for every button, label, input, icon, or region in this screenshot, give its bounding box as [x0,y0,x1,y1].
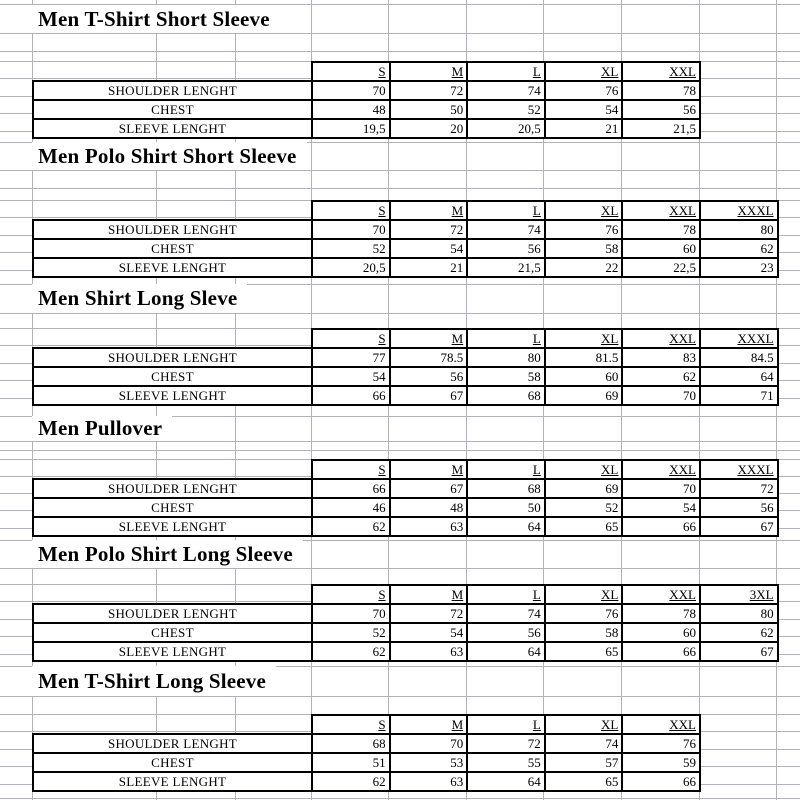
gridline [0,798,800,799]
measurement-label-cell[interactable]: CHEST [33,239,312,258]
measurement-value-cell[interactable]: 62 [312,517,390,536]
measurement-value-cell[interactable]: 59 [622,753,700,772]
measurement-value-cell[interactable]: 70 [390,734,468,753]
measurement-value-cell[interactable]: 56 [700,498,778,517]
measurement-value-cell[interactable]: 21,5 [622,119,700,138]
gridline [0,170,800,171]
gridline [0,188,800,189]
measurement-value-cell[interactable]: 74 [467,81,545,100]
measurement-value-cell[interactable]: 66 [622,772,700,791]
measurement-value-cell[interactable]: 63 [390,517,468,536]
measurement-value-cell[interactable]: 53 [390,753,468,772]
gridline [0,33,800,34]
size-header-cell[interactable]: XXL [622,329,700,348]
measurement-value-cell[interactable]: 20,5 [312,258,390,277]
measurement-row [33,100,700,119]
measurement-value-cell[interactable]: 54 [390,239,468,258]
measurement-value-cell[interactable]: 63 [390,772,468,791]
size-header-cell[interactable]: XL [545,201,623,220]
measurement-value-cell[interactable]: 68 [467,479,545,498]
measurement-value-cell[interactable]: 68 [312,734,390,753]
size-header-cell[interactable]: XXXL [700,201,778,220]
measurement-value-cell[interactable]: 77 [312,348,390,367]
measurement-value-cell[interactable]: 62 [700,623,778,642]
measurement-value-cell[interactable]: 66 [622,517,700,536]
size-header-cell[interactable]: XXXL [700,460,778,479]
measurement-value-cell[interactable]: 80 [700,220,778,239]
measurement-value-cell[interactable]: 65 [545,772,623,791]
measurement-value-cell[interactable]: 76 [545,220,623,239]
measurement-value-cell[interactable]: 66 [622,642,700,661]
size-header-cell[interactable]: M [390,329,468,348]
measurement-label-cell[interactable]: CHEST [33,367,312,386]
measurement-label-cell[interactable]: CHEST [33,623,312,642]
measurement-row [33,258,778,277]
measurement-value-cell[interactable]: 67 [700,642,778,661]
measurement-value-cell[interactable]: 69 [545,386,623,405]
measurement-value-cell[interactable]: 74 [467,220,545,239]
size-header-cell[interactable]: L [467,715,545,734]
measurement-value-cell[interactable]: 76 [622,734,700,753]
measurement-value-cell[interactable]: 67 [390,386,468,405]
header-spacer-cell [33,201,312,220]
measurement-row [33,642,778,661]
section-title[interactable]: Men Polo Shirt Long Sleeve [32,540,303,568]
measurement-value-cell[interactable]: 74 [467,604,545,623]
measurement-value-cell[interactable]: 46 [312,498,390,517]
measurement-value-cell[interactable]: 64 [467,517,545,536]
measurement-value-cell[interactable]: 64 [467,642,545,661]
measurement-value-cell[interactable]: 80 [467,348,545,367]
measurement-value-cell[interactable]: 70 [312,604,390,623]
measurement-value-cell[interactable]: 70 [622,479,700,498]
measurement-value-cell[interactable]: 60 [622,239,700,258]
measurement-value-cell[interactable]: 62 [700,239,778,258]
measurement-value-cell[interactable]: 70 [312,220,390,239]
measurement-value-cell[interactable]: 72 [700,479,778,498]
header-spacer-cell [33,460,312,479]
measurement-value-cell[interactable]: 56 [622,100,700,119]
measurement-row [33,734,700,753]
gridline [0,696,800,697]
measurement-value-cell[interactable]: 70 [312,81,390,100]
measurement-value-cell[interactable]: 20 [390,119,468,138]
size-table [32,714,701,792]
size-table [32,61,701,139]
measurement-value-cell[interactable]: 65 [545,517,623,536]
header-spacer-cell [33,585,312,604]
measurement-row [33,239,778,258]
measurement-value-cell[interactable]: 72 [390,220,468,239]
size-table [32,459,779,537]
size-header-cell[interactable]: S [312,329,390,348]
measurement-value-cell[interactable]: 54 [390,623,468,642]
measurement-row [33,81,700,100]
measurement-row [33,220,778,239]
measurement-value-cell[interactable]: 78 [622,604,700,623]
measurement-value-cell[interactable]: 69 [545,479,623,498]
measurement-value-cell[interactable]: 81.5 [545,348,623,367]
measurement-value-cell[interactable]: 60 [545,367,623,386]
measurement-value-cell[interactable]: 54 [545,100,623,119]
measurement-value-cell[interactable]: 78.5 [390,348,468,367]
measurement-value-cell[interactable]: 50 [390,100,468,119]
measurement-value-cell[interactable]: 51 [312,753,390,772]
measurement-value-cell[interactable]: 71 [700,386,778,405]
measurement-value-cell[interactable]: 21 [390,258,468,277]
size-header-cell[interactable]: M [390,460,468,479]
measurement-value-cell[interactable]: 62 [312,772,390,791]
measurement-label-cell[interactable]: CHEST [33,498,312,517]
size-table [32,328,779,406]
measurement-value-cell[interactable]: 66 [312,386,390,405]
measurement-value-cell[interactable]: 22,5 [622,258,700,277]
measurement-value-cell[interactable]: 20,5 [467,119,545,138]
measurement-value-cell[interactable]: 57 [545,753,623,772]
size-header-cell[interactable]: XXL [622,201,700,220]
size-table [32,584,779,662]
measurement-label-cell[interactable]: SHOULDER LENGHT [33,734,312,753]
measurement-value-cell[interactable]: 68 [467,386,545,405]
size-header-cell[interactable]: XL [545,62,623,81]
header-spacer-cell [33,62,312,81]
size-header-cell[interactable]: S [312,585,390,604]
measurement-value-cell[interactable]: 52 [545,498,623,517]
section-title[interactable]: Men Pullover [32,416,172,441]
size-header-cell[interactable]: XL [545,329,623,348]
measurement-value-cell[interactable]: 48 [312,100,390,119]
measurement-value-cell[interactable]: 80 [700,604,778,623]
measurement-value-cell[interactable]: 74 [545,734,623,753]
measurement-label-cell[interactable]: SHOULDER LENGHT [33,348,312,367]
size-table [32,200,779,278]
measurement-row [33,604,778,623]
gridline [0,450,800,451]
measurement-value-cell[interactable]: 83 [622,348,700,367]
size-header-cell[interactable]: S [312,62,390,81]
measurement-value-cell[interactable]: 19,5 [312,119,390,138]
measurement-value-cell[interactable]: 66 [312,479,390,498]
measurement-value-cell[interactable]: 52 [467,100,545,119]
size-header-cell[interactable]: L [467,201,545,220]
measurement-label-cell[interactable]: SLEEVE LENGHT [33,386,312,405]
measurement-row [33,753,700,772]
size-header-cell[interactable]: XXL [622,715,700,734]
measurement-row [33,517,778,536]
measurement-row [33,119,700,138]
section-title[interactable]: Men Shirt Long Sleve [32,284,247,313]
measurement-value-cell[interactable]: 54 [312,367,390,386]
gridline [0,313,800,314]
measurement-value-cell[interactable]: 72 [390,81,468,100]
measurement-row [33,623,778,642]
measurement-value-cell[interactable]: 58 [545,239,623,258]
measurement-label-cell[interactable]: SLEEVE LENGHT [33,517,312,536]
measurement-value-cell[interactable]: 78 [622,220,700,239]
measurement-row [33,386,778,405]
measurement-label-cell[interactable]: SHOULDER LENGHT [33,81,312,100]
measurement-label-cell[interactable]: SHOULDER LENGHT [33,479,312,498]
measurement-row [33,498,778,517]
size-header-cell[interactable]: XXXL [700,329,778,348]
section-title[interactable]: Men T-Shirt Short Sleeve [32,5,280,33]
measurement-value-cell[interactable]: 84.5 [700,348,778,367]
measurement-row [33,367,778,386]
measurement-label-cell[interactable]: SLEEVE LENGHT [33,772,312,791]
size-header-cell[interactable]: M [390,585,468,604]
measurement-value-cell[interactable]: 52 [312,623,390,642]
measurement-value-cell[interactable]: 21,5 [467,258,545,277]
measurement-value-cell[interactable]: 21 [545,119,623,138]
measurement-value-cell[interactable]: 64 [700,367,778,386]
measurement-value-cell[interactable]: 72 [390,604,468,623]
measurement-value-cell[interactable]: 70 [622,386,700,405]
size-header-cell[interactable]: L [467,62,545,81]
measurement-value-cell[interactable]: 54 [622,498,700,517]
size-header-cell[interactable]: S [312,460,390,479]
measurement-label-cell[interactable]: SLEEVE LENGHT [33,258,312,277]
measurement-label-cell[interactable]: SHOULDER LENGHT [33,220,312,239]
measurement-row [33,348,778,367]
size-header-cell[interactable]: L [467,585,545,604]
size-header-cell[interactable]: XXL [622,585,700,604]
size-header-cell[interactable]: XL [545,715,623,734]
measurement-value-cell[interactable]: 22 [545,258,623,277]
section-title[interactable]: Men Polo Shirt Short Sleeve [32,142,307,170]
measurement-value-cell[interactable]: 65 [545,642,623,661]
measurement-value-cell[interactable]: 76 [545,81,623,100]
size-header-cell[interactable]: L [467,460,545,479]
measurement-value-cell[interactable]: 64 [467,772,545,791]
measurement-value-cell[interactable]: 55 [467,753,545,772]
size-header-cell[interactable]: M [390,62,468,81]
size-header-cell[interactable]: XXL [622,62,700,81]
measurement-value-cell[interactable]: 58 [545,623,623,642]
measurement-label-cell[interactable]: SLEEVE LENGHT [33,642,312,661]
measurement-value-cell[interactable]: 78 [622,81,700,100]
gridline [0,568,800,569]
size-header-cell[interactable]: M [390,715,468,734]
gridline [0,441,800,442]
measurement-value-cell[interactable]: 67 [390,479,468,498]
measurement-row [33,479,778,498]
measurement-value-cell[interactable]: 62 [312,642,390,661]
measurement-value-cell[interactable]: 56 [467,623,545,642]
size-header-cell[interactable]: XL [545,460,623,479]
header-spacer-cell [33,715,312,734]
measurement-value-cell[interactable]: 72 [467,734,545,753]
size-header-cell[interactable]: S [312,715,390,734]
measurement-value-cell[interactable]: 56 [467,239,545,258]
section-title[interactable]: Men T-Shirt Long Sleeve [32,666,276,696]
gridline [0,51,800,52]
measurement-row [33,772,700,791]
measurement-value-cell[interactable]: 62 [622,367,700,386]
measurement-value-cell[interactable]: 52 [312,239,390,258]
measurement-value-cell[interactable]: 60 [622,623,700,642]
measurement-label-cell[interactable]: SHOULDER LENGHT [33,604,312,623]
measurement-value-cell[interactable]: 56 [390,367,468,386]
measurement-label-cell[interactable]: SLEEVE LENGHT [33,119,312,138]
measurement-value-cell[interactable]: 58 [467,367,545,386]
measurement-label-cell[interactable]: CHEST [33,100,312,119]
header-spacer-cell [33,329,312,348]
size-header-cell[interactable]: L [467,329,545,348]
measurement-value-cell[interactable]: 50 [467,498,545,517]
size-header-cell[interactable]: M [390,201,468,220]
size-header-cell[interactable]: XXL [622,460,700,479]
measurement-value-cell[interactable]: 48 [390,498,468,517]
measurement-value-cell[interactable]: 23 [700,258,778,277]
measurement-value-cell[interactable]: 67 [700,517,778,536]
size-header-cell[interactable]: 3XL [700,585,778,604]
measurement-value-cell[interactable]: 63 [390,642,468,661]
size-header-cell[interactable]: XL [545,585,623,604]
measurement-value-cell[interactable]: 76 [545,604,623,623]
size-header-cell[interactable]: S [312,201,390,220]
measurement-label-cell[interactable]: CHEST [33,753,312,772]
